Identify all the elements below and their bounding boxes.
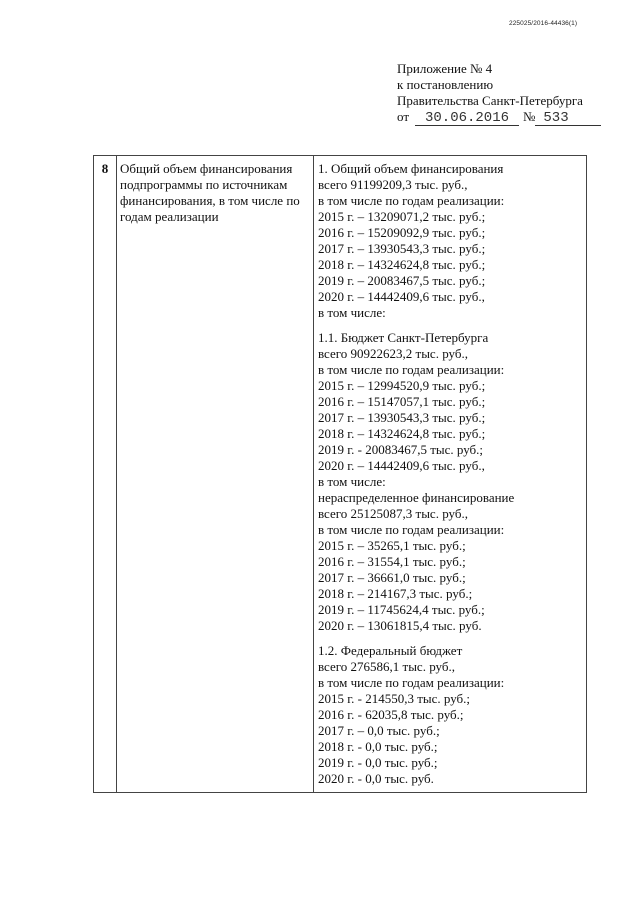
- text-line: 1. Общий объем финансирования: [318, 161, 504, 176]
- resolution-number: 533: [535, 111, 601, 126]
- appendix-block: [397, 61, 601, 126]
- text-line: 2015 г. – 35265,1 тыс. руб.;: [318, 538, 466, 553]
- text-line: в том числе по годам реализации:: [318, 193, 505, 208]
- section-total: [318, 161, 586, 321]
- from-label: от: [397, 109, 410, 124]
- text-line: в том числе:: [318, 305, 386, 320]
- text-line: 2016 г. - 62035,8 тыс. руб.;: [318, 707, 464, 722]
- text-line: 2020 г. - 0,0 тыс. руб.: [318, 771, 434, 786]
- section-federal-budget: [318, 643, 586, 787]
- text-line: 2020 г. – 14442409,6 тыс. руб.,: [318, 458, 485, 473]
- section-spb-budget: [318, 330, 586, 634]
- description-line: годам реализации: [120, 209, 219, 224]
- text-line: 2016 г. – 31554,1 тыс. руб.;: [318, 554, 466, 569]
- row-description: [117, 156, 314, 793]
- text-line: 2018 г. - 0,0 тыс. руб.;: [318, 739, 438, 754]
- table-row: [94, 156, 587, 793]
- text-line: 2015 г. – 13209071,2 тыс. руб.;: [318, 209, 486, 224]
- text-line: 2015 г. - 214550,3 тыс. руб.;: [318, 691, 471, 706]
- text-line: в том числе по годам реализации:: [318, 675, 505, 690]
- text-line: в том числе по годам реализации:: [318, 522, 505, 537]
- text-line: 1.1. Бюджет Санкт-Петербурга: [318, 330, 489, 345]
- financing-table: [93, 155, 587, 793]
- text-line: 2018 г. – 14324624,8 тыс. руб.;: [318, 257, 486, 272]
- text-line: 2017 г. – 36661,0 тыс. руб.;: [318, 570, 466, 585]
- appendix-date-line: [397, 109, 601, 126]
- text-line: всего 276586,1 тыс. руб.,: [318, 659, 455, 674]
- text-line: нераспределенное финансирование: [318, 490, 515, 505]
- number-label: №: [523, 109, 536, 124]
- text-line: 2017 г. – 13930543,3 тыс. руб.;: [318, 410, 486, 425]
- text-line: 2020 г. – 14442409,6 тыс. руб.,: [318, 289, 485, 304]
- text-line: в том числе:: [318, 474, 386, 489]
- description-line: подпрограммы по источникам: [120, 177, 288, 192]
- appendix-title: Приложение № 4: [397, 61, 493, 76]
- text-line: 2016 г. – 15147057,1 тыс. руб.;: [318, 394, 486, 409]
- text-line: всего 90922623,2 тыс. руб.,: [318, 346, 468, 361]
- appendix-line-2: к постановлению: [397, 77, 494, 92]
- text-line: в том числе по годам реализации:: [318, 362, 505, 377]
- financing-details: [314, 156, 587, 793]
- description-line: Общий объем финансирования: [120, 161, 293, 176]
- appendix-line-3: Правительства Санкт-Петербурга: [397, 93, 583, 108]
- text-line: 2019 г. - 20083467,5 тыс. руб.;: [318, 442, 484, 457]
- text-line: 2017 г. – 0,0 тыс. руб.;: [318, 723, 440, 738]
- row-number: 8: [94, 156, 117, 793]
- text-line: 2019 г. - 0,0 тыс. руб.;: [318, 755, 438, 770]
- text-line: 1.2. Федеральный бюджет: [318, 643, 463, 658]
- text-line: 2020 г. – 13061815,4 тыс. руб.: [318, 618, 482, 633]
- text-line: всего 25125087,3 тыс. руб.,: [318, 506, 468, 521]
- text-line: 2017 г. – 13930543,3 тыс. руб.;: [318, 241, 486, 256]
- document-id: 225025/2016-44436(1): [509, 20, 578, 27]
- resolution-date: 30.06.2016: [415, 111, 519, 126]
- text-line: 2018 г. – 214167,3 тыс. руб.;: [318, 586, 473, 601]
- text-line: всего 91199209,3 тыс. руб.,: [318, 177, 468, 192]
- description-line: финансирования, в том числе по: [120, 193, 300, 208]
- text-line: 2015 г. – 12994520,9 тыс. руб.;: [318, 378, 486, 393]
- text-line: 2019 г. – 11745624,4 тыс. руб.;: [318, 602, 485, 617]
- text-line: 2016 г. – 15209092,9 тыс. руб.;: [318, 225, 486, 240]
- text-line: 2018 г. – 14324624,8 тыс. руб.;: [318, 426, 486, 441]
- text-line: 2019 г. – 20083467,5 тыс. руб.;: [318, 273, 486, 288]
